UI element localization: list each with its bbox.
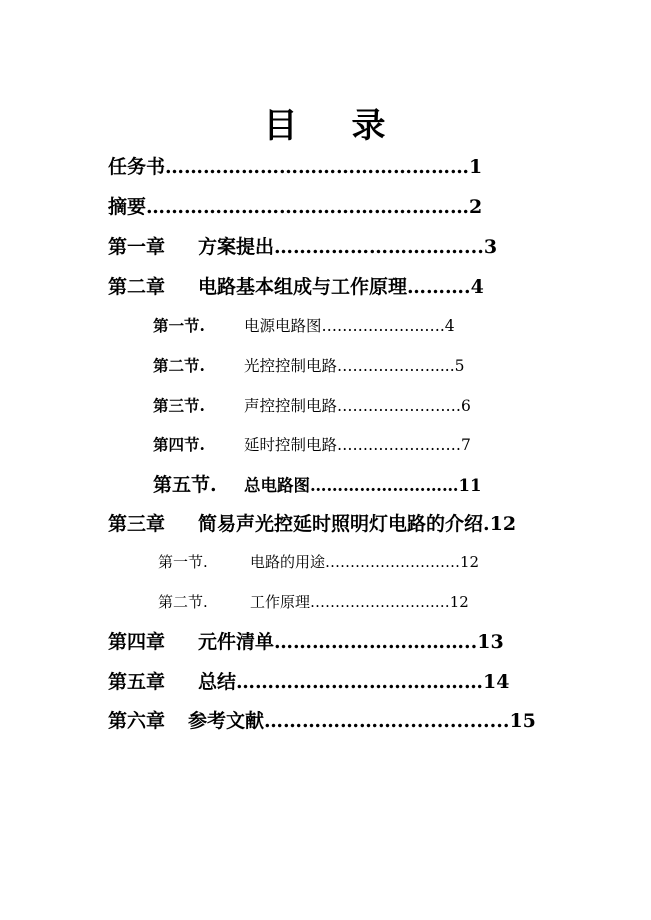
title-char-2: 录 bbox=[351, 106, 388, 146]
title-char-1: 目 bbox=[263, 106, 300, 146]
toc-entry-text: 方案提出…………………………...3 bbox=[198, 236, 498, 258]
toc-entry-section-2-3 bbox=[153, 398, 471, 415]
toc-entry-text: 摘要……………………………………………2 bbox=[108, 196, 483, 218]
toc-entry-chapter-6 bbox=[108, 712, 536, 731]
toc-entry-prefix: 第四节. bbox=[153, 435, 205, 454]
toc-entry-abstract bbox=[108, 198, 482, 217]
toc-entry-prefix: 第二节. bbox=[153, 356, 205, 375]
toc-entry-section-2-4 bbox=[153, 437, 471, 454]
toc-entry-chapter-5 bbox=[108, 673, 509, 692]
toc-entry-prefix: 第六章 bbox=[108, 710, 166, 732]
toc-entry-section-2-1 bbox=[153, 318, 455, 335]
toc-entry-prefix: 第三节. bbox=[153, 396, 205, 415]
toc-entry-prefix: 第四章 bbox=[108, 631, 166, 653]
toc-entry-text: 电源电路图………………..….4 bbox=[244, 317, 455, 335]
toc-entry-text: 光控控制电路……………….....5 bbox=[244, 357, 465, 375]
toc-entry-text: 声控控制电路……………………6 bbox=[244, 397, 471, 415]
page-title bbox=[0, 98, 651, 147]
toc-entry-text: 总电路图………………………11 bbox=[244, 476, 482, 495]
toc-entry-text: 简易声光控延时照明灯电路的介绍.12 bbox=[198, 513, 517, 535]
toc-entry-chapter-1 bbox=[108, 238, 497, 257]
toc-entry-prefix: 第一节. bbox=[153, 316, 205, 335]
toc-entry-prefix: 第二章 bbox=[108, 276, 166, 298]
toc-entry-section-3-2 bbox=[158, 595, 469, 610]
toc-entry-section-3-1 bbox=[158, 555, 479, 570]
toc-entry-section-2-2 bbox=[153, 358, 465, 375]
toc-entry-text: 参考文献………………….................15 bbox=[188, 710, 536, 732]
toc-entry-prefix: 第一节. bbox=[158, 553, 208, 571]
toc-entry-prefix: 第二节. bbox=[158, 593, 208, 611]
toc-entry-text: 任务书…………………………………………1 bbox=[108, 156, 483, 178]
toc-entry-chapter-4 bbox=[108, 633, 504, 652]
toc-entry-prefix: 第三章 bbox=[108, 513, 166, 535]
toc-entry-prefix: 第一章 bbox=[108, 236, 166, 258]
toc-entry-prefix: 第五节. bbox=[153, 474, 217, 496]
toc-entry-section-2-5 bbox=[153, 476, 481, 495]
toc-entry-prefix: 第五章 bbox=[108, 671, 166, 693]
toc-entry-text: 延时控制电路……………………7 bbox=[244, 436, 471, 454]
toc-entry-chapter-2 bbox=[108, 278, 484, 297]
toc-entry-task bbox=[108, 158, 482, 177]
toc-entry-text: 电路的用途………………………12 bbox=[250, 553, 480, 571]
toc-entry-chapter-3 bbox=[108, 515, 516, 534]
toc-entry-text: 电路基本组成与工作原理……….4 bbox=[198, 276, 484, 298]
toc-entry-text: 工作原理…………………….…12 bbox=[250, 593, 469, 611]
toc-entry-text: 元件清单…………………………..13 bbox=[198, 631, 504, 653]
toc-entry-text: 总结…………………………………14 bbox=[198, 671, 510, 693]
